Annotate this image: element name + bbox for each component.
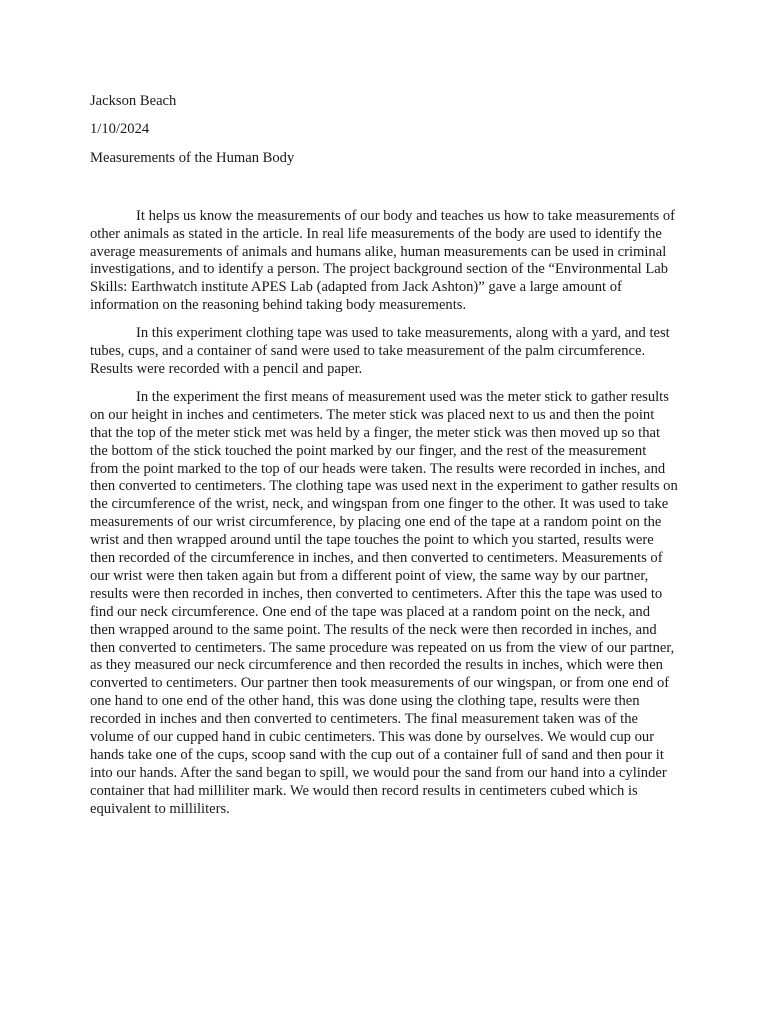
document-page — [90, 93, 678, 829]
document-title: Measurements of the Human Body — [90, 149, 295, 166]
title-spacer — [90, 168, 678, 208]
paragraph-materials: In this experiment clothing tape was used to take measurements, along with a yard, and test tubes, cups, and a container of sand were used to take measurement of the palm circumference. Results were recorded with a pencil and paper. — [90, 325, 670, 377]
paragraph-introduction: It helps us know the measurements of our body and teaches us how to take measurements of other animals as stated in the article. In real life measurements of the body are used to identify the average measurements of animals and humans alike, human measurements can be used in criminal investigations, and to identify a person. The project background section of the “Environmental Lab Skills: Earthwatch institute APES Lab (adapted from Jack Ashton)” gave a large amount of information on the reasoning behind taking body measurements. — [90, 207, 676, 314]
document-body — [90, 208, 678, 819]
document-date: 1/10/2024 — [90, 121, 150, 138]
paragraph-procedure: In the experiment the first means of measurement used was the meter stick to gather results on our height in inches and centimeters. The meter stick was placed next to us and then the point that the top of the meter stick met was held by a finger, the meter stick was then moved up so that the bottom of the stick touched the point marked by our finger, and the rest of the measurement from the point marked to the top of our heads were taken. The results were recorded in inches, and then converted to centimeters. The clothing tape was used next in the experiment to gather results on the circumference of the wrist, neck, and wingspan from one finger to the other. It was used to take measurements of our wrist circumference, by placing one end of the tape at a random point on the wrist and then wrapped around until the tape touches the point to which you started, results were then recorded of the circumference in inches, and then converted to centimeters. Measurements of our wrist were then taken again but from a different point of view, the same way by our partner, results were then recorded in inches, then converted to centimeters. After this the tape was used to find our neck circumference. One end of the tape was placed at a random point on the neck, and then wrapped around to the same point. The results of the neck were then recorded in inches, and then converted to centimeters. The same procedure was repeated on us from the view of our partner, as they measured our neck circumference and then recorded the results in inches, which were then converted to centimeters. Our partner then took measurements of our wingspan, or from one end of one hand to one end of the other hand, this was done using the clothing tape, results were then recorded in inches and then converted to centimeters. The final measurement taken was of the volume of our cupped hand in cubic centimeters. This was done by ourselves. We would cup our hands take one of the cups, scoop sand with the cup out of a container full of sand and then pour it into our hands. After the sand began to spill, we would pour the sand from our hand into a cylinder container that had milliliter mark. We would then record results in centimeters cubed which is equivalent to milliliters. — [90, 388, 678, 817]
author-name: Jackson Beach — [90, 93, 177, 109]
